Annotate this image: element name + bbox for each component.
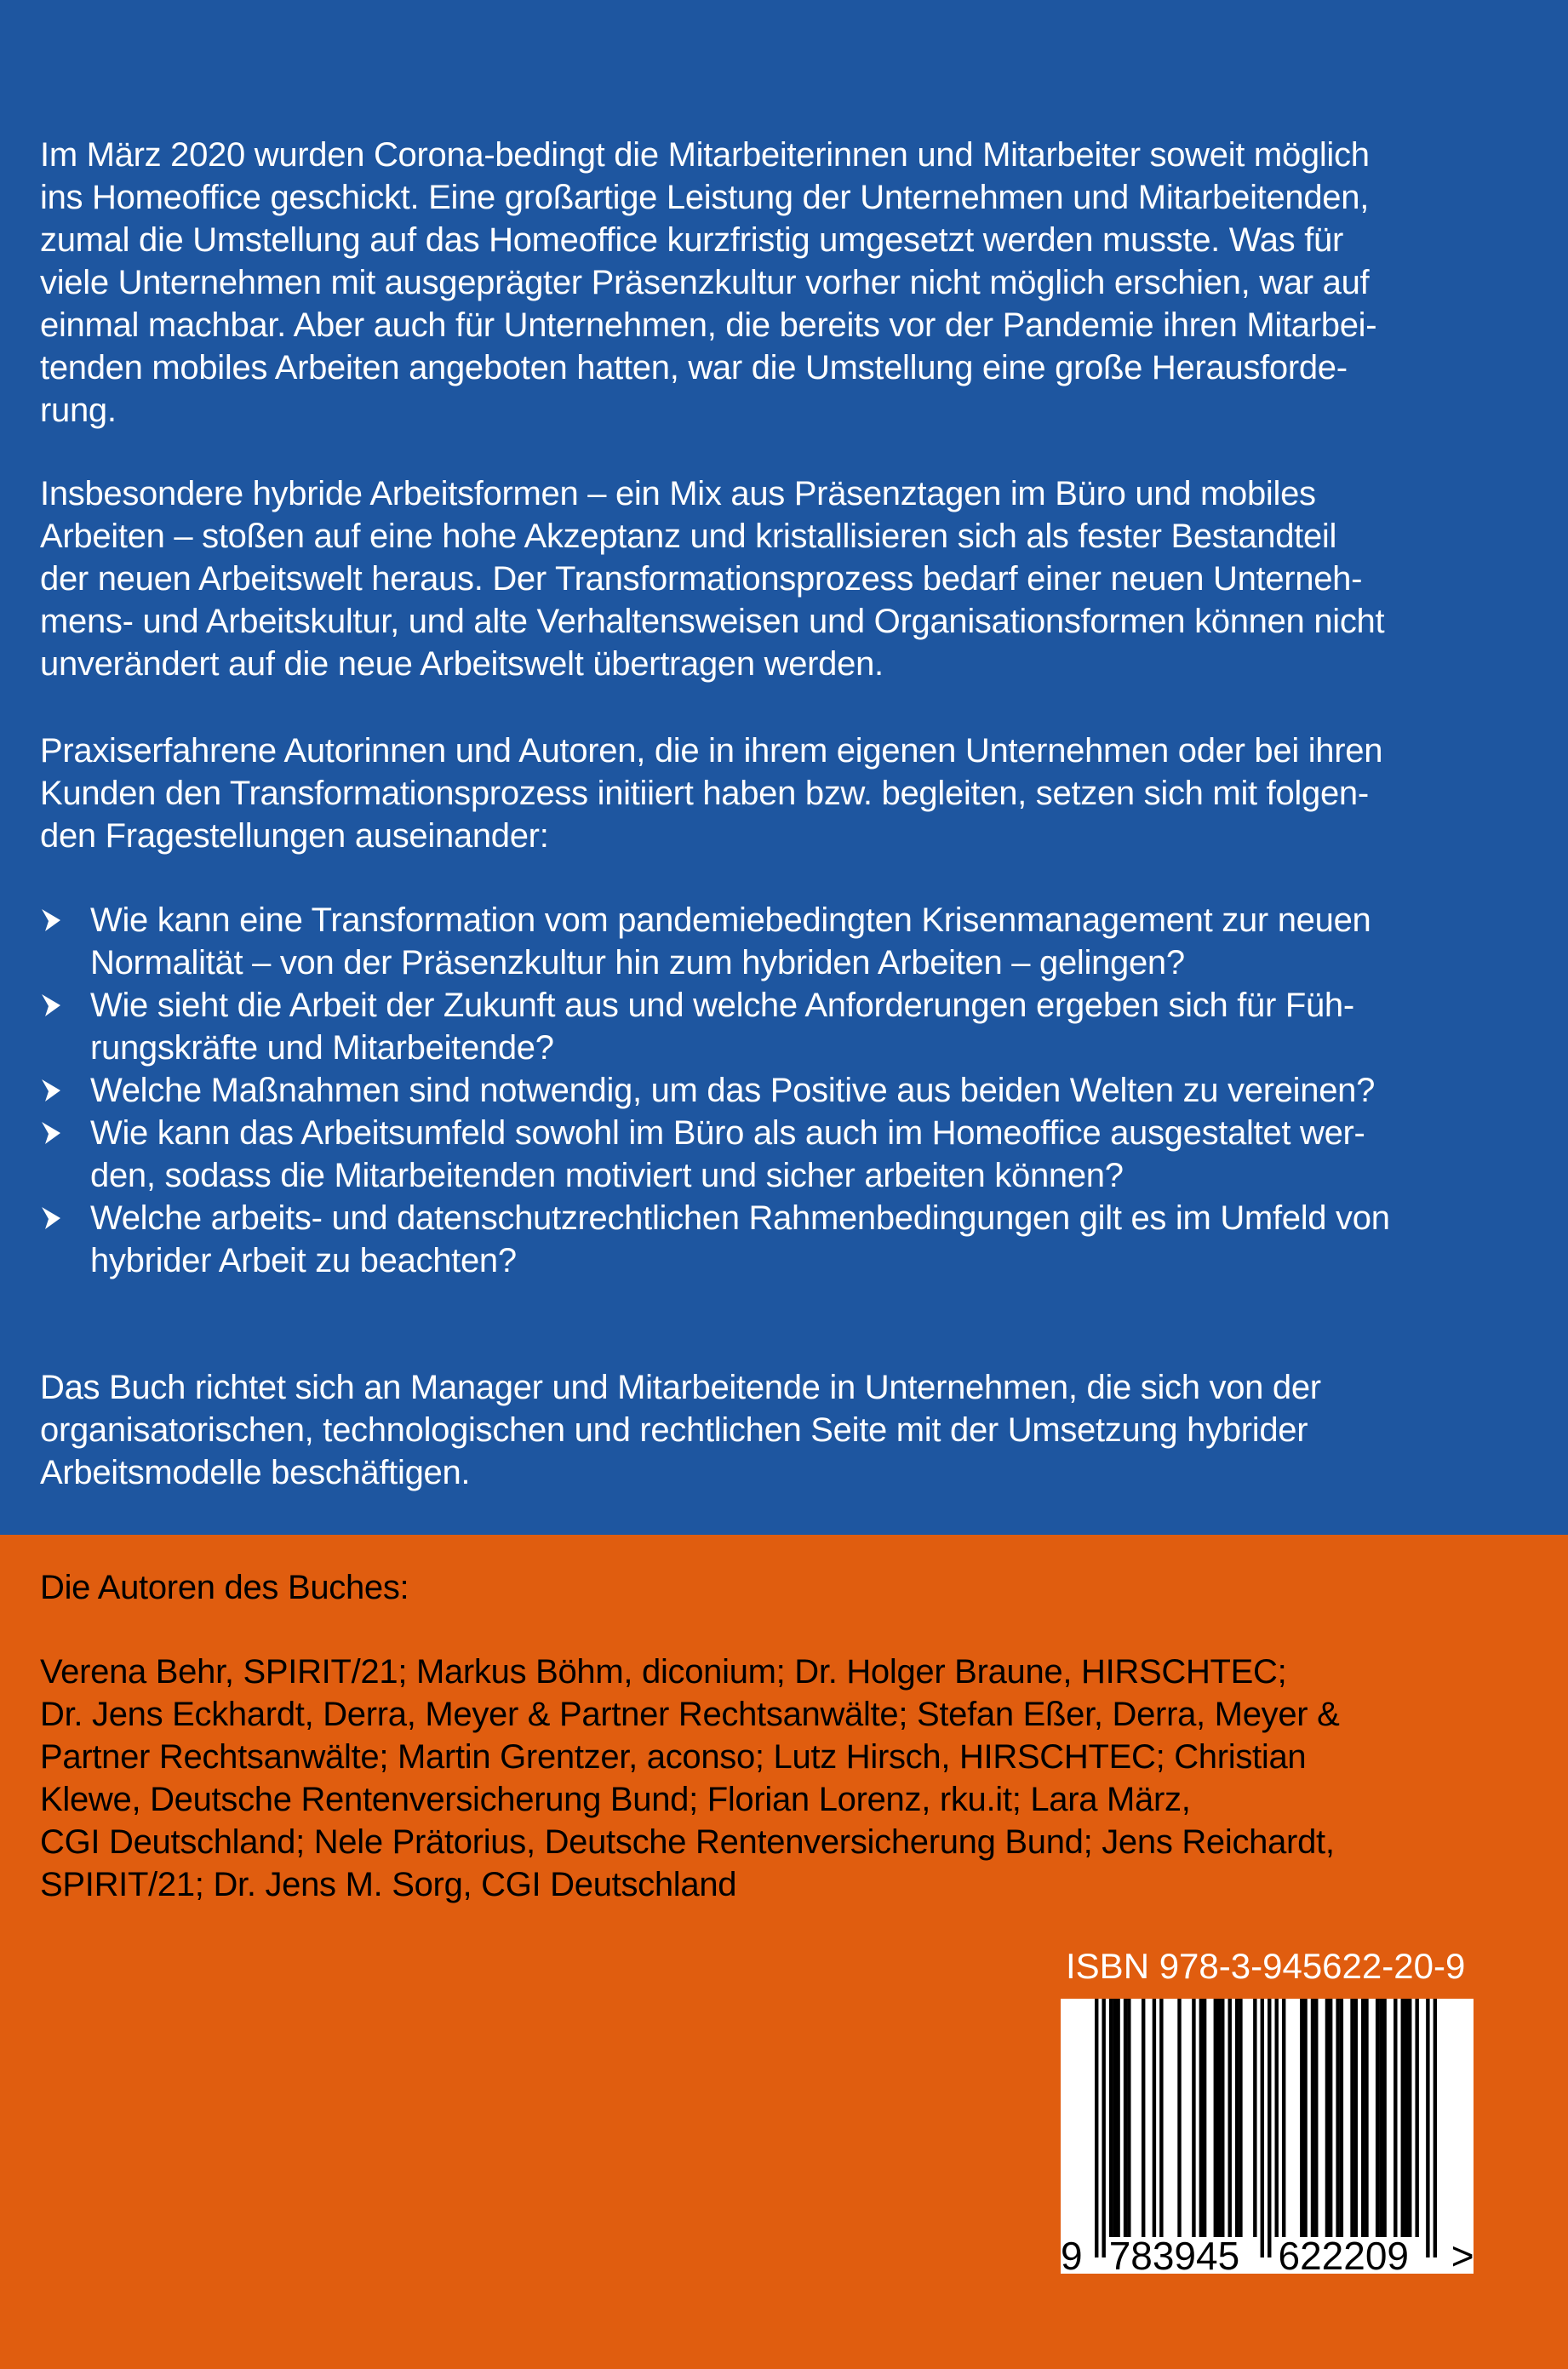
barcode-bar	[1354, 1999, 1358, 2237]
arrow-bullet-icon	[40, 1120, 62, 1146]
hybrid-line: unverändert auf die neue Arbeitswelt übertragen werden.	[40, 645, 884, 683]
question-line: den, sodass die Mitarbeitenden motiviert und sicher arbeiten können?	[90, 1157, 1124, 1194]
barcode-bar	[1142, 1999, 1145, 2237]
barcode-bar	[1325, 1999, 1329, 2237]
barcode-bar	[1336, 1999, 1339, 2237]
barcode-digits-right: 622209	[1278, 2234, 1409, 2274]
intro-line: zumal die Umstellung auf das Homeoffice kurzfristig umgesetzt werden musste. Was für	[40, 221, 1343, 259]
hybrid-line: der neuen Arbeitswelt heraus. Der Transformationsprozess bedarf einer neuen Unterneh-	[40, 560, 1363, 598]
barcode-bar	[1095, 1999, 1098, 2257]
arrow-bullet-icon	[40, 993, 62, 1018]
barcode-digits-left: 783945	[1108, 2234, 1240, 2274]
question-line: Wie kann eine Transformation vom pandemiebedingten Krisenmanagement zur neuen	[90, 901, 1371, 939]
barcode-bar	[1405, 1999, 1408, 2237]
barcode-bar	[1109, 1999, 1113, 2237]
barcode-bar	[1153, 1999, 1156, 2237]
authors-line: Partner Rechtsanwälte; Martin Grentzer, aconso; Lutz Hirsch, HIRSCHTEC; Christian	[40, 1738, 1307, 1776]
barcode-bar	[1239, 1999, 1242, 2237]
barcode-bar	[1329, 1999, 1332, 2237]
barcode-bar	[1159, 1999, 1163, 2237]
barcode-bar	[1261, 1999, 1264, 2257]
question-line: Wie kann das Arbeitsumfeld sowohl im Büro als auch im Homeoffice ausgestaltet wer-	[90, 1114, 1365, 1152]
question-line: Welche arbeits- und datenschutzrechtlichen Rahmenbedingungen gilt es im Umfeld von	[90, 1199, 1390, 1237]
barcode-bar	[1116, 1999, 1119, 2237]
authors-line: Dr. Jens Eckhardt, Derra, Meyer & Partner Rechtsanwälte; Stefan Eßer, Derra, Meyer &	[40, 1696, 1340, 1733]
barcode-bar	[1300, 1999, 1303, 2237]
question-line: Welche Maßnahmen sind notwendig, um das Positive aus beiden Welten zu vereinen?	[90, 1072, 1376, 1109]
authors-heading: Die Autoren des Buches:	[40, 1569, 409, 1606]
barcode-bar	[1401, 1999, 1405, 2237]
authors-line: Klewe, Deutsche Rentenversicherung Bund; Florian Lorenz, rku.it; Lara März,	[40, 1781, 1191, 1818]
barcode-bar	[1228, 1999, 1232, 2237]
authors-intro-line: den Fragestellungen auseinander:	[40, 817, 549, 855]
barcode-bar	[1426, 1999, 1429, 2257]
barcode-graphic	[1061, 1999, 1474, 2274]
barcode-bar	[1340, 1999, 1343, 2237]
barcode-bar	[1275, 1999, 1279, 2237]
barcode-bar	[1235, 1999, 1239, 2237]
barcode-bar	[1314, 1999, 1318, 2237]
barcode-bar	[1434, 1999, 1437, 2257]
barcode-bar	[1365, 1999, 1368, 2237]
authors-line: SPIRIT/21; Dr. Jens M. Sorg, CGI Deutschland	[40, 1866, 737, 1903]
question-line: Normalität – von der Präsenzkultur hin zum hybriden Arbeiten – gelingen?	[90, 944, 1185, 981]
barcode-bar	[1303, 1999, 1307, 2237]
barcode-bar	[1408, 1999, 1411, 2237]
barcode-bar	[1376, 1999, 1379, 2237]
audience-line: organisatorischen, technologischen und rechtlichen Seite mit der Umsetzung hybrider	[40, 1411, 1308, 1449]
arrow-bullet-icon	[40, 1205, 62, 1231]
isbn-label: ISBN 978-3-945622-20-9	[1066, 1946, 1466, 1986]
barcode-bar	[1253, 1999, 1256, 2237]
isbn-barcode	[1061, 1999, 1474, 2274]
audience-line: Das Buch richtet sich an Manager und Mitarbeitende in Unternehmen, die sich von der	[40, 1369, 1321, 1406]
hybrid-line: Insbesondere hybride Arbeitsformen – ein Mix aus Präsenztagen im Büro und mobiles	[40, 475, 1316, 512]
question-line: rungskräfte und Mitarbeitende?	[90, 1029, 554, 1067]
barcode-bar	[1203, 1999, 1206, 2237]
barcode-bar	[1350, 1999, 1353, 2237]
barcode-bar	[1199, 1999, 1203, 2237]
hybrid-line: Arbeiten – stoßen auf eine hohe Akzeptanz und kristallisieren sich als fester Bestandteil	[40, 518, 1337, 555]
question-line: hybrider Arbeit zu beachten?	[90, 1242, 517, 1279]
intro-line: tenden mobiles Arbeiten angeboten hatten, war die Umstellung eine große Herausforde-	[40, 349, 1348, 386]
authors-intro-line: Kunden den Transformationsprozess initiiert haben bzw. begleiten, setzen sich mit folgen-	[40, 775, 1369, 812]
barcode-bar	[1113, 1999, 1116, 2237]
barcode-bar	[1379, 1999, 1382, 2237]
intro-line: viele Unternehmen mit ausgeprägter Präsenzkultur vorher nicht möglich erschien, war auf	[40, 264, 1370, 301]
authors-line: Verena Behr, SPIRIT/21; Markus Böhm, diconium; Dr. Holger Braune, HIRSCHTEC;	[40, 1653, 1287, 1691]
intro-line: ins Homeoffice geschickt. Eine großartige Leistung der Unternehmen und Mitarbeitenden,	[40, 179, 1370, 216]
barcode-bar	[1177, 1999, 1181, 2237]
barcode-bar	[1361, 1999, 1365, 2237]
barcode-bar	[1282, 1999, 1285, 2237]
intro-line: einmal machbar. Aber auch für Unternehmen, die bereits vor der Pandemie ihren Mitarbei-	[40, 306, 1377, 344]
barcode-bar	[1217, 1999, 1221, 2237]
barcode-bar	[1214, 1999, 1217, 2237]
audience-line: Arbeitsmodelle beschäftigen.	[40, 1454, 471, 1491]
hybrid-line: mens- und Arbeitskultur, und alte Verhaltensweisen und Organisationsformen können nicht	[40, 603, 1385, 640]
intro-line: rung.	[40, 392, 117, 429]
barcode-bar	[1221, 1999, 1224, 2237]
authors-intro-line: Praxiserfahrene Autorinnen und Autoren, die in ihrem eigenen Unternehmen oder bei ihren	[40, 732, 1383, 770]
arrow-bullet-icon	[40, 907, 62, 933]
barcode-bar	[1382, 1999, 1386, 2237]
authors-line: CGI Deutschland; Nele Prätorius, Deutsche Rentenversicherung Bund; Jens Reichardt,	[40, 1823, 1335, 1861]
barcode-bar	[1311, 1999, 1314, 2237]
question-line: Wie sieht die Arbeit der Zukunft aus und welche Anforderungen ergeben sich für Füh-	[90, 987, 1354, 1024]
intro-line: Im März 2020 wurden Corona-bedingt die Mitarbeiterinnen und Mitarbeiter soweit möglich	[40, 136, 1370, 174]
barcode-digit-lead: 9	[1061, 2234, 1083, 2274]
barcode-bar	[1415, 1999, 1418, 2237]
barcode-bar	[1127, 1999, 1130, 2237]
barcode-bar	[1393, 1999, 1397, 2237]
barcode-bar	[1102, 1999, 1105, 2257]
barcode-quiet-zone-mark: >	[1451, 2234, 1474, 2274]
barcode-bar	[1268, 1999, 1271, 2257]
arrow-bullet-icon	[40, 1078, 62, 1103]
barcode-bar	[1192, 1999, 1195, 2237]
barcode-bar	[1124, 1999, 1127, 2237]
